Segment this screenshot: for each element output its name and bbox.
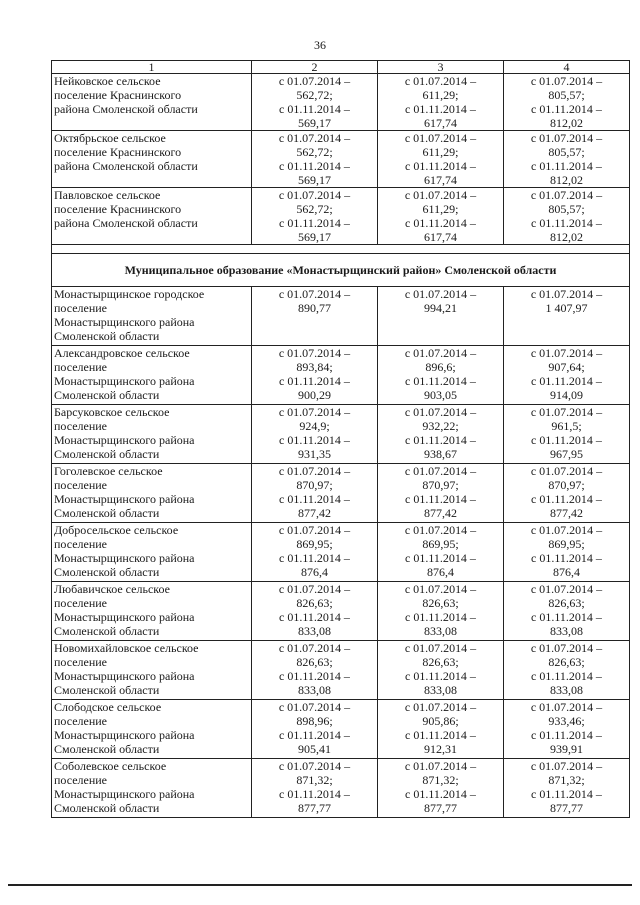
- cell-text-line: 871,32;: [296, 773, 333, 787]
- tariff-col3-cell: [378, 74, 504, 131]
- cell-text-line: 826,63;: [296, 596, 333, 610]
- cell-text-line: с 01.07.2014 –: [404, 700, 477, 714]
- cell-text-line: с 01.07.2014 –: [530, 759, 603, 773]
- tariff-col3-cell: [378, 582, 504, 641]
- cell-text-line: 876,4: [553, 565, 580, 579]
- tariff-col4-cell: [504, 188, 630, 245]
- tariff-col3-cell: [378, 464, 504, 523]
- cell-text-line: с 01.11.2014 –: [531, 728, 602, 742]
- tariff-col2-cell: [252, 188, 378, 245]
- cell-text-line: Монастырщинского района: [54, 787, 195, 801]
- cell-text-line: 939,91: [550, 742, 583, 756]
- cell-text-line: 1 407,97: [545, 301, 588, 315]
- cell-text-line: с 01.07.2014 –: [278, 346, 351, 360]
- cell-text-line: поселение: [54, 655, 108, 669]
- cell-text-line: Октябрьское сельское: [54, 131, 166, 145]
- cell-text-line: 931,35: [298, 447, 331, 461]
- cell-text-line: с 01.11.2014 –: [279, 433, 350, 447]
- cell-text-line: Монастырщинского района: [54, 610, 195, 624]
- cell-text-line: Гоголевское сельское: [54, 464, 163, 478]
- spacer-cell: [52, 245, 630, 254]
- cell-text-line: с 01.07.2014 –: [278, 188, 351, 202]
- tariff-col4-cell: [504, 405, 630, 464]
- table-row: [52, 700, 630, 759]
- cell-text-line: поселение: [54, 537, 108, 551]
- cell-text-line: Смоленской области: [54, 742, 160, 756]
- municipality-name-cell: [52, 700, 252, 759]
- tariff-col2-cell: [252, 641, 378, 700]
- cell-text-line: Смоленской области: [54, 565, 160, 579]
- tariff-col2-cell: [252, 464, 378, 523]
- cell-text-line: поселение: [54, 478, 108, 492]
- column-header-2: 2: [252, 61, 378, 74]
- cell-text-line: с 01.11.2014 –: [279, 669, 350, 683]
- cell-text-line: 905,41: [298, 742, 331, 756]
- cell-text-line: Монастырщинское городское: [54, 287, 205, 301]
- cell-text-line: 903,05: [424, 388, 457, 402]
- cell-text-line: с 01.11.2014 –: [531, 610, 602, 624]
- cell-text-line: 826,63;: [296, 655, 333, 669]
- cell-text-line: 869,95;: [548, 537, 585, 551]
- cell-text-line: 961,5;: [551, 419, 582, 433]
- cell-text-line: 871,32;: [548, 773, 585, 787]
- tariff-col4-cell: [504, 131, 630, 188]
- cell-text-line: Александровское сельское: [54, 346, 190, 360]
- cell-text-line: с 01.11.2014 –: [531, 669, 602, 683]
- cell-text-line: с 01.07.2014 –: [530, 287, 603, 301]
- cell-text-line: с 01.07.2014 –: [404, 641, 477, 655]
- cell-text-line: с 01.07.2014 –: [278, 523, 351, 537]
- cell-text-line: 912,31: [424, 742, 457, 756]
- cell-text-line: с 01.11.2014 –: [531, 433, 602, 447]
- cell-text-line: с 01.07.2014 –: [404, 74, 477, 88]
- table-row: [52, 346, 630, 405]
- cell-text-line: 870,97;: [422, 478, 459, 492]
- table-row: [52, 464, 630, 523]
- cell-text-line: Монастырщинского района: [54, 315, 195, 329]
- cell-text-line: с 01.11.2014 –: [531, 374, 602, 388]
- cell-text-line: 805,57;: [548, 145, 585, 159]
- cell-text-line: поселение: [54, 419, 108, 433]
- cell-text-line: 907,64;: [548, 360, 585, 374]
- cell-text-line: с 01.07.2014 –: [404, 405, 477, 419]
- column-header-1: 1: [52, 61, 252, 74]
- cell-text-line: 617,74: [424, 116, 457, 130]
- cell-text-line: Смоленской области: [54, 447, 160, 461]
- tariff-col3-cell: [378, 641, 504, 700]
- cell-text-line: 833,08: [424, 624, 457, 638]
- cell-text-line: с 01.11.2014 –: [531, 492, 602, 506]
- cell-text-line: с 01.07.2014 –: [278, 287, 351, 301]
- table-header-row: [52, 61, 630, 74]
- cell-text-line: с 01.07.2014 –: [278, 131, 351, 145]
- cell-text-line: района Смоленской области: [54, 216, 198, 230]
- cell-text-line: 617,74: [424, 173, 457, 187]
- cell-text-line: района Смоленской области: [54, 159, 198, 173]
- tariff-col2-cell: [252, 700, 378, 759]
- cell-text-line: 869,95;: [422, 537, 459, 551]
- tariff-col3-cell: [378, 759, 504, 818]
- table-row: [52, 759, 630, 818]
- cell-text-line: 805,57;: [548, 88, 585, 102]
- tariff-col2-cell: [252, 131, 378, 188]
- cell-text-line: с 01.07.2014 –: [530, 523, 603, 537]
- cell-text-line: Смоленской области: [54, 683, 160, 697]
- cell-text-line: 900,29: [298, 388, 331, 402]
- municipality-name-cell: [52, 582, 252, 641]
- table-row: [52, 405, 630, 464]
- cell-text-line: 924,9;: [299, 419, 330, 433]
- cell-text-line: 812,02: [550, 173, 583, 187]
- municipality-name-cell: [52, 188, 252, 245]
- tariff-col2-cell: [252, 523, 378, 582]
- cell-text-line: Смоленской области: [54, 506, 160, 520]
- cell-text-line: 877,77: [550, 801, 583, 815]
- cell-text-line: с 01.07.2014 –: [530, 74, 603, 88]
- table-row: [52, 523, 630, 582]
- cell-text-line: с 01.07.2014 –: [404, 582, 477, 596]
- cell-text-line: района Смоленской области: [54, 102, 198, 116]
- tariff-col2-cell: [252, 74, 378, 131]
- cell-text-line: Барсуковское сельское: [54, 405, 170, 419]
- tariff-col3-cell: [378, 346, 504, 405]
- cell-text-line: Любавичское сельское: [54, 582, 170, 596]
- page-number: 36: [314, 38, 326, 52]
- tariff-col4-cell: [504, 464, 630, 523]
- cell-text-line: поселение: [54, 596, 108, 610]
- cell-text-line: поселение Краснинского: [54, 145, 182, 159]
- table-row: [52, 188, 630, 245]
- cell-text-line: 611,29;: [422, 202, 459, 216]
- cell-text-line: Добросельское сельское: [54, 523, 179, 537]
- cell-text-line: поселение: [54, 360, 108, 374]
- tariff-col4-cell: [504, 523, 630, 582]
- cell-text-line: поселение: [54, 714, 108, 728]
- cell-text-line: Слободское сельское: [54, 700, 162, 714]
- cell-text-line: с 01.07.2014 –: [404, 188, 477, 202]
- cell-text-line: с 01.11.2014 –: [279, 159, 350, 173]
- cell-text-line: с 01.07.2014 –: [404, 464, 477, 478]
- municipality-name-cell: [52, 641, 252, 700]
- cell-text-line: 967,95: [550, 447, 583, 461]
- cell-text-line: 877,42: [424, 506, 457, 520]
- cell-text-line: с 01.11.2014 –: [405, 102, 476, 116]
- cell-text-line: 617,74: [424, 230, 457, 244]
- cell-text-line: с 01.11.2014 –: [405, 669, 476, 683]
- tariff-col4-cell: [504, 74, 630, 131]
- cell-text-line: с 01.11.2014 –: [405, 492, 476, 506]
- cell-text-line: Монастырщинского района: [54, 728, 195, 742]
- cell-text-line: Смоленской области: [54, 801, 160, 815]
- cell-text-line: с 01.11.2014 –: [279, 374, 350, 388]
- cell-text-line: 938,67: [424, 447, 457, 461]
- cell-text-line: 876,4: [301, 565, 328, 579]
- tariff-col4-cell: [504, 582, 630, 641]
- tariff-col2-cell: [252, 759, 378, 818]
- tariff-col3-cell: [378, 287, 504, 346]
- cell-text-line: с 01.07.2014 –: [530, 188, 603, 202]
- cell-text-line: 562,72;: [296, 202, 333, 216]
- cell-text-line: 812,02: [550, 230, 583, 244]
- cell-text-line: с 01.07.2014 –: [278, 641, 351, 655]
- municipality-name-cell: [52, 346, 252, 405]
- cell-text-line: 569,17: [298, 173, 331, 187]
- top-rows: [52, 74, 630, 245]
- cell-text-line: 994,21: [424, 301, 457, 315]
- municipality-name-cell: [52, 74, 252, 131]
- cell-text-line: поселение: [54, 773, 108, 787]
- cell-text-line: с 01.11.2014 –: [531, 787, 602, 801]
- municipality-name-cell: [52, 759, 252, 818]
- cell-text-line: с 01.07.2014 –: [278, 700, 351, 714]
- tariff-col4-cell: [504, 287, 630, 346]
- cell-text-line: поселение Краснинского: [54, 88, 182, 102]
- column-header-3: 3: [378, 61, 504, 74]
- cell-text-line: 562,72;: [296, 88, 333, 102]
- tariff-table: [51, 60, 630, 818]
- cell-text-line: Монастырщинского района: [54, 492, 195, 506]
- cell-text-line: Монастырщинского района: [54, 374, 195, 388]
- cell-text-line: с 01.07.2014 –: [530, 464, 603, 478]
- cell-text-line: 877,42: [298, 506, 331, 520]
- table-row: [52, 287, 630, 346]
- cell-text-line: с 01.11.2014 –: [405, 159, 476, 173]
- cell-text-line: 812,02: [550, 116, 583, 130]
- cell-text-line: Павловское сельское: [54, 188, 161, 202]
- cell-text-line: с 01.11.2014 –: [405, 551, 476, 565]
- cell-text-line: с 01.11.2014 –: [531, 159, 602, 173]
- cell-text-line: 826,63;: [422, 655, 459, 669]
- cell-text-line: 871,32;: [422, 773, 459, 787]
- cell-text-line: с 01.11.2014 –: [405, 374, 476, 388]
- cell-text-line: с 01.11.2014 –: [531, 102, 602, 116]
- cell-text-line: с 01.07.2014 –: [530, 405, 603, 419]
- cell-text-line: 870,97;: [548, 478, 585, 492]
- cell-text-line: с 01.07.2014 –: [530, 131, 603, 145]
- table-row: [52, 582, 630, 641]
- cell-text-line: 562,72;: [296, 145, 333, 159]
- municipality-name-cell: [52, 287, 252, 346]
- cell-text-line: 833,08: [424, 683, 457, 697]
- table-row: [52, 131, 630, 188]
- cell-text-line: с 01.11.2014 –: [279, 492, 350, 506]
- tariff-col4-cell: [504, 641, 630, 700]
- cell-text-line: поселение Краснинского: [54, 202, 182, 216]
- cell-text-line: с 01.11.2014 –: [279, 551, 350, 565]
- cell-text-line: с 01.11.2014 –: [405, 433, 476, 447]
- page-bottom-rule: [8, 884, 632, 886]
- spacer-row: [52, 245, 630, 254]
- cell-text-line: с 01.11.2014 –: [279, 728, 350, 742]
- cell-text-line: с 01.07.2014 –: [278, 405, 351, 419]
- cell-text-line: Монастырщинского района: [54, 433, 195, 447]
- cell-text-line: поселение: [54, 301, 108, 315]
- tariff-col4-cell: [504, 700, 630, 759]
- tariff-col4-cell: [504, 759, 630, 818]
- cell-text-line: Новомихайловское сельское: [54, 641, 199, 655]
- municipality-name-cell: [52, 405, 252, 464]
- cell-text-line: с 01.07.2014 –: [530, 641, 603, 655]
- cell-text-line: с 01.07.2014 –: [530, 700, 603, 714]
- tariff-col3-cell: [378, 188, 504, 245]
- section-row: [52, 254, 630, 287]
- cell-text-line: 877,77: [424, 801, 457, 815]
- cell-text-line: 932,22;: [422, 419, 459, 433]
- cell-text-line: Монастырщинского района: [54, 669, 195, 683]
- cell-text-line: с 01.07.2014 –: [404, 523, 477, 537]
- cell-text-line: Монастырщинского района: [54, 551, 195, 565]
- cell-text-line: с 01.07.2014 –: [278, 464, 351, 478]
- cell-text-line: 870,97;: [296, 478, 333, 492]
- cell-text-line: 896,6;: [425, 360, 456, 374]
- tariff-col2-cell: [252, 405, 378, 464]
- cell-text-line: с 01.11.2014 –: [279, 216, 350, 230]
- cell-text-line: с 01.11.2014 –: [405, 728, 476, 742]
- cell-text-line: с 01.07.2014 –: [404, 759, 477, 773]
- cell-text-line: 914,09: [550, 388, 583, 402]
- municipality-name-cell: [52, 131, 252, 188]
- tariff-col2-cell: [252, 582, 378, 641]
- cell-text-line: 833,08: [550, 624, 583, 638]
- cell-text-line: 569,17: [298, 116, 331, 130]
- municipality-name-cell: [52, 523, 252, 582]
- cell-text-line: с 01.11.2014 –: [279, 102, 350, 116]
- bottom-rows: [52, 287, 630, 818]
- cell-text-line: Соболевское сельское: [54, 759, 167, 773]
- section-title: Муниципальное образование «Монастырщинский район» Смоленской области: [52, 254, 630, 287]
- cell-text-line: 877,77: [298, 801, 331, 815]
- cell-text-line: 833,08: [298, 624, 331, 638]
- cell-text-line: с 01.11.2014 –: [531, 551, 602, 565]
- tariff-col3-cell: [378, 523, 504, 582]
- cell-text-line: 826,63;: [548, 655, 585, 669]
- tariff-col3-cell: [378, 131, 504, 188]
- cell-text-line: с 01.11.2014 –: [405, 787, 476, 801]
- cell-text-line: с 01.11.2014 –: [405, 216, 476, 230]
- cell-text-line: с 01.07.2014 –: [278, 759, 351, 773]
- cell-text-line: 826,63;: [422, 596, 459, 610]
- tariff-col3-cell: [378, 405, 504, 464]
- tariff-col2-cell: [252, 287, 378, 346]
- cell-text-line: 876,4: [427, 565, 454, 579]
- cell-text-line: с 01.07.2014 –: [530, 582, 603, 596]
- cell-text-line: 890,77: [298, 301, 331, 315]
- cell-text-line: с 01.11.2014 –: [279, 610, 350, 624]
- cell-text-line: с 01.07.2014 –: [278, 582, 351, 596]
- cell-text-line: 869,95;: [296, 537, 333, 551]
- cell-text-line: 826,63;: [548, 596, 585, 610]
- table-row: [52, 74, 630, 131]
- cell-text-line: с 01.11.2014 –: [405, 610, 476, 624]
- cell-text-line: с 01.07.2014 –: [404, 346, 477, 360]
- tariff-col3-cell: [378, 700, 504, 759]
- cell-text-line: Нейковское сельское: [54, 74, 161, 88]
- cell-text-line: с 01.07.2014 –: [404, 131, 477, 145]
- table-row: [52, 641, 630, 700]
- cell-text-line: Смоленской области: [54, 624, 160, 638]
- cell-text-line: 611,29;: [422, 88, 459, 102]
- cell-text-line: 905,86;: [422, 714, 459, 728]
- cell-text-line: 833,08: [550, 683, 583, 697]
- cell-text-line: 898,96;: [296, 714, 333, 728]
- cell-text-line: 877,42: [550, 506, 583, 520]
- cell-text-line: с 01.11.2014 –: [279, 787, 350, 801]
- municipality-name-cell: [52, 464, 252, 523]
- cell-text-line: 611,29;: [422, 145, 459, 159]
- column-header-4: 4: [504, 61, 630, 74]
- cell-text-line: 893,84;: [296, 360, 333, 374]
- cell-text-line: 833,08: [298, 683, 331, 697]
- cell-text-line: 569,17: [298, 230, 331, 244]
- cell-text-line: 933,46;: [548, 714, 585, 728]
- cell-text-line: с 01.07.2014 –: [404, 287, 477, 301]
- cell-text-line: 805,57;: [548, 202, 585, 216]
- cell-text-line: Смоленской области: [54, 329, 160, 343]
- tariff-col4-cell: [504, 346, 630, 405]
- cell-text-line: с 01.07.2014 –: [278, 74, 351, 88]
- tariff-col2-cell: [252, 346, 378, 405]
- cell-text-line: с 01.07.2014 –: [530, 346, 603, 360]
- cell-text-line: Смоленской области: [54, 388, 160, 402]
- cell-text-line: с 01.11.2014 –: [531, 216, 602, 230]
